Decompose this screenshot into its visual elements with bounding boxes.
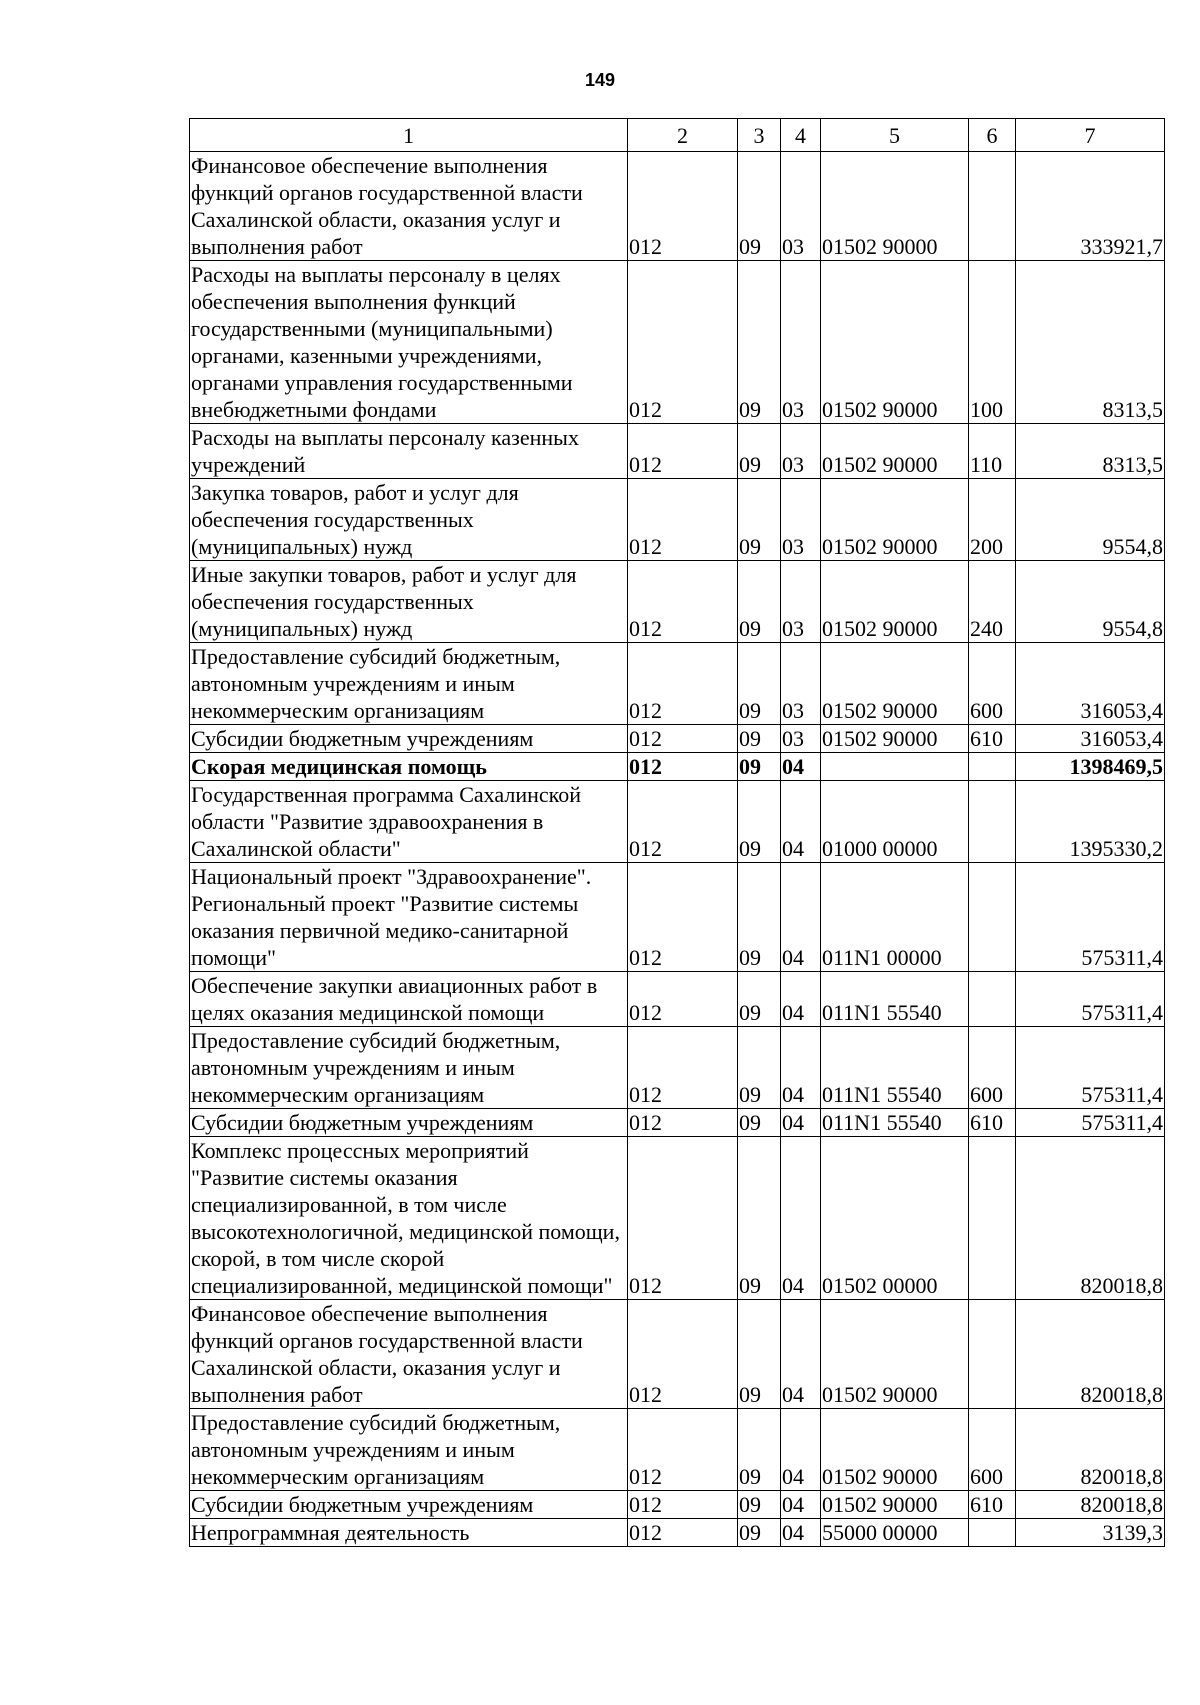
grbs-code-cell: 012: [628, 753, 738, 781]
amount-cell: 1398469,5: [1016, 753, 1165, 781]
section-code-cell: 09: [738, 781, 781, 863]
expense-name-cell: Расходы на выплаты персоналу в целях обеспечения выполнения функций государственными (муниципальными) органами, казенными учреждениями, органами управления государственными внебюджетными фондами: [190, 261, 628, 424]
grbs-code-cell: 012: [628, 1409, 738, 1491]
section-code-cell: 09: [738, 725, 781, 753]
expense-name-cell: Субсидии бюджетным учреждениям: [190, 725, 628, 753]
expense-type-cell: [969, 152, 1016, 261]
subsection-code-cell: 04: [781, 1409, 821, 1491]
table-row-section: [190, 753, 1165, 781]
section-code-cell: 09: [738, 479, 781, 561]
target-article-cell: 01502 90000: [821, 1409, 969, 1491]
amount-cell: 820018,8: [1016, 1137, 1165, 1300]
expense-name-cell: Закупка товаров, работ и услуг для обеспечения государственных (муниципальных) нужд: [190, 479, 628, 561]
target-article-cell: 011N1 55540: [821, 1027, 969, 1109]
amount-cell: 9554,8: [1016, 479, 1165, 561]
amount-cell: 575311,4: [1016, 863, 1165, 972]
target-article-cell: 01000 00000: [821, 781, 969, 863]
section-code-cell: 09: [738, 753, 781, 781]
header-cell-2: 2: [628, 119, 738, 152]
grbs-code-cell: 012: [628, 479, 738, 561]
grbs-code-cell: 012: [628, 152, 738, 261]
expense-type-cell: 610: [969, 1491, 1016, 1519]
budget-table: [189, 118, 1165, 1547]
subsection-code-cell: 04: [781, 863, 821, 972]
expense-name-cell: Расходы на выплаты персоналу казенных учреждений: [190, 424, 628, 479]
amount-cell: 575311,4: [1016, 972, 1165, 1027]
section-code-cell: 09: [738, 1491, 781, 1519]
section-code-cell: 09: [738, 1109, 781, 1137]
expense-name-cell: Предоставление субсидий бюджетным, автономным учреждениям и иным некоммерческим организациям: [190, 1027, 628, 1109]
target-article-cell: 011N1 55540: [821, 1109, 969, 1137]
grbs-code-cell: 012: [628, 1300, 738, 1409]
table-row: [190, 1109, 1165, 1137]
amount-cell: 316053,4: [1016, 643, 1165, 725]
grbs-code-cell: 012: [628, 643, 738, 725]
expense-type-cell: 600: [969, 1027, 1016, 1109]
subsection-code-cell: 03: [781, 643, 821, 725]
table-row: [190, 1300, 1165, 1409]
section-code-cell: 09: [738, 424, 781, 479]
amount-cell: 8313,5: [1016, 261, 1165, 424]
expense-type-cell: [969, 781, 1016, 863]
header-cell-1: 1: [190, 119, 628, 152]
table-row: [190, 1137, 1165, 1300]
expense-name-cell: Иные закупки товаров, работ и услуг для обеспечения государственных (муниципальных) нужд: [190, 561, 628, 643]
target-article-cell: 01502 00000: [821, 1137, 969, 1300]
expense-name-cell: Национальный проект "Здравоохранение". Региональный проект "Развитие системы оказания первичной медико-санитарной помощи": [190, 863, 628, 972]
target-article-cell: 011N1 55540: [821, 972, 969, 1027]
table-row: [190, 261, 1165, 424]
expense-type-cell: [969, 753, 1016, 781]
section-code-cell: 09: [738, 972, 781, 1027]
amount-cell: 333921,7: [1016, 152, 1165, 261]
subsection-code-cell: 04: [781, 1300, 821, 1409]
section-code-cell: 09: [738, 1137, 781, 1300]
expense-name-cell: Предоставление субсидий бюджетным, автономным учреждениям и иным некоммерческим организациям: [190, 1409, 628, 1491]
amount-cell: 8313,5: [1016, 424, 1165, 479]
target-article-cell: [821, 753, 969, 781]
grbs-code-cell: 012: [628, 1491, 738, 1519]
amount-cell: 575311,4: [1016, 1109, 1165, 1137]
amount-cell: 575311,4: [1016, 1027, 1165, 1109]
expense-type-cell: [969, 1519, 1016, 1547]
subsection-code-cell: 04: [781, 781, 821, 863]
amount-cell: 820018,8: [1016, 1491, 1165, 1519]
grbs-code-cell: 012: [628, 972, 738, 1027]
subsection-code-cell: 04: [781, 972, 821, 1027]
table-row: [190, 561, 1165, 643]
grbs-code-cell: 012: [628, 725, 738, 753]
table-row: [190, 152, 1165, 261]
amount-cell: 1395330,2: [1016, 781, 1165, 863]
header-cell-3: 3: [738, 119, 781, 152]
section-code-cell: 09: [738, 1409, 781, 1491]
amount-cell: 9554,8: [1016, 561, 1165, 643]
grbs-code-cell: 012: [628, 1519, 738, 1547]
expense-type-cell: [969, 972, 1016, 1027]
amount-cell: 316053,4: [1016, 725, 1165, 753]
table-row: [190, 1491, 1165, 1519]
section-code-cell: 09: [738, 643, 781, 725]
target-article-cell: 01502 90000: [821, 152, 969, 261]
grbs-code-cell: 012: [628, 1137, 738, 1300]
grbs-code-cell: 012: [628, 781, 738, 863]
subsection-code-cell: 03: [781, 261, 821, 424]
target-article-cell: 01502 90000: [821, 424, 969, 479]
expense-name-cell: Финансовое обеспечение выполнения функций органов государственной власти Сахалинской области, оказания услуг и выполнения работ: [190, 1300, 628, 1409]
header-row: [190, 119, 1165, 152]
expense-name-cell: Государственная программа Сахалинской области "Развитие здравоохранения в Сахалинской области": [190, 781, 628, 863]
grbs-code-cell: 012: [628, 261, 738, 424]
subsection-code-cell: 03: [781, 152, 821, 261]
section-code-cell: 09: [738, 863, 781, 972]
expense-type-cell: [969, 1137, 1016, 1300]
expense-name-cell: Комплекс процессных мероприятий "Развитие системы оказания специализированной, в том числе высокотехнологичной, медицинской помощи, скорой, в том числе скорой специализированной, медицинской помощи": [190, 1137, 628, 1300]
expense-type-cell: 600: [969, 643, 1016, 725]
subsection-code-cell: 04: [781, 1109, 821, 1137]
page-number: 149: [584, 70, 616, 90]
grbs-code-cell: 012: [628, 1109, 738, 1137]
expense-name-cell: Скорая медицинская помощь: [190, 753, 628, 781]
subsection-code-cell: 03: [781, 561, 821, 643]
expense-name-cell: Предоставление субсидий бюджетным, автономным учреждениям и иным некоммерческим организациям: [190, 643, 628, 725]
target-article-cell: 01502 90000: [821, 261, 969, 424]
grbs-code-cell: 012: [628, 561, 738, 643]
section-code-cell: 09: [738, 1027, 781, 1109]
table-body: [190, 119, 1165, 1547]
amount-cell: 820018,8: [1016, 1300, 1165, 1409]
expense-name-cell: Непрограммная деятельность: [190, 1519, 628, 1547]
subsection-code-cell: 04: [781, 1027, 821, 1109]
table-row: [190, 863, 1165, 972]
expense-type-cell: 610: [969, 1109, 1016, 1137]
subsection-code-cell: 03: [781, 725, 821, 753]
subsection-code-cell: 04: [781, 1519, 821, 1547]
target-article-cell: 01502 90000: [821, 643, 969, 725]
target-article-cell: 01502 90000: [821, 1491, 969, 1519]
table-row: [190, 643, 1165, 725]
grbs-code-cell: 012: [628, 863, 738, 972]
target-article-cell: 55000 00000: [821, 1519, 969, 1547]
table-row: [190, 479, 1165, 561]
header-cell-7: 7: [1016, 119, 1165, 152]
section-code-cell: 09: [738, 561, 781, 643]
expense-name-cell: Обеспечение закупки авиационных работ в целях оказания медицинской помощи: [190, 972, 628, 1027]
table-row: [190, 1409, 1165, 1491]
table-row: [190, 781, 1165, 863]
subsection-code-cell: 03: [781, 424, 821, 479]
table-row: [190, 1027, 1165, 1109]
header-cell-4: 4: [781, 119, 821, 152]
expense-type-cell: 240: [969, 561, 1016, 643]
target-article-cell: 01502 90000: [821, 1300, 969, 1409]
subsection-code-cell: 04: [781, 753, 821, 781]
expense-type-cell: [969, 1300, 1016, 1409]
section-code-cell: 09: [738, 1519, 781, 1547]
target-article-cell: 011N1 00000: [821, 863, 969, 972]
expense-type-cell: [969, 863, 1016, 972]
amount-cell: 820018,8: [1016, 1409, 1165, 1491]
expense-type-cell: 200: [969, 479, 1016, 561]
expense-type-cell: 600: [969, 1409, 1016, 1491]
subsection-code-cell: 04: [781, 1491, 821, 1519]
expense-name-cell: Субсидии бюджетным учреждениям: [190, 1109, 628, 1137]
table-row: [190, 1519, 1165, 1547]
target-article-cell: 01502 90000: [821, 561, 969, 643]
table-row: [190, 972, 1165, 1027]
expense-name-cell: Финансовое обеспечение выполнения функций органов государственной власти Сахалинской области, оказания услуг и выполнения работ: [190, 152, 628, 261]
subsection-code-cell: 03: [781, 479, 821, 561]
table-row: [190, 725, 1165, 753]
table-row: [190, 424, 1165, 479]
grbs-code-cell: 012: [628, 424, 738, 479]
section-code-cell: 09: [738, 261, 781, 424]
expense-type-cell: 100: [969, 261, 1016, 424]
header-cell-5: 5: [821, 119, 969, 152]
amount-cell: 3139,3: [1016, 1519, 1165, 1547]
grbs-code-cell: 012: [628, 1027, 738, 1109]
target-article-cell: 01502 90000: [821, 479, 969, 561]
header-cell-6: 6: [969, 119, 1016, 152]
expense-type-cell: 610: [969, 725, 1016, 753]
expense-name-cell: Субсидии бюджетным учреждениям: [190, 1491, 628, 1519]
section-code-cell: 09: [738, 152, 781, 261]
subsection-code-cell: 04: [781, 1137, 821, 1300]
expense-type-cell: 110: [969, 424, 1016, 479]
target-article-cell: 01502 90000: [821, 725, 969, 753]
section-code-cell: 09: [738, 1300, 781, 1409]
